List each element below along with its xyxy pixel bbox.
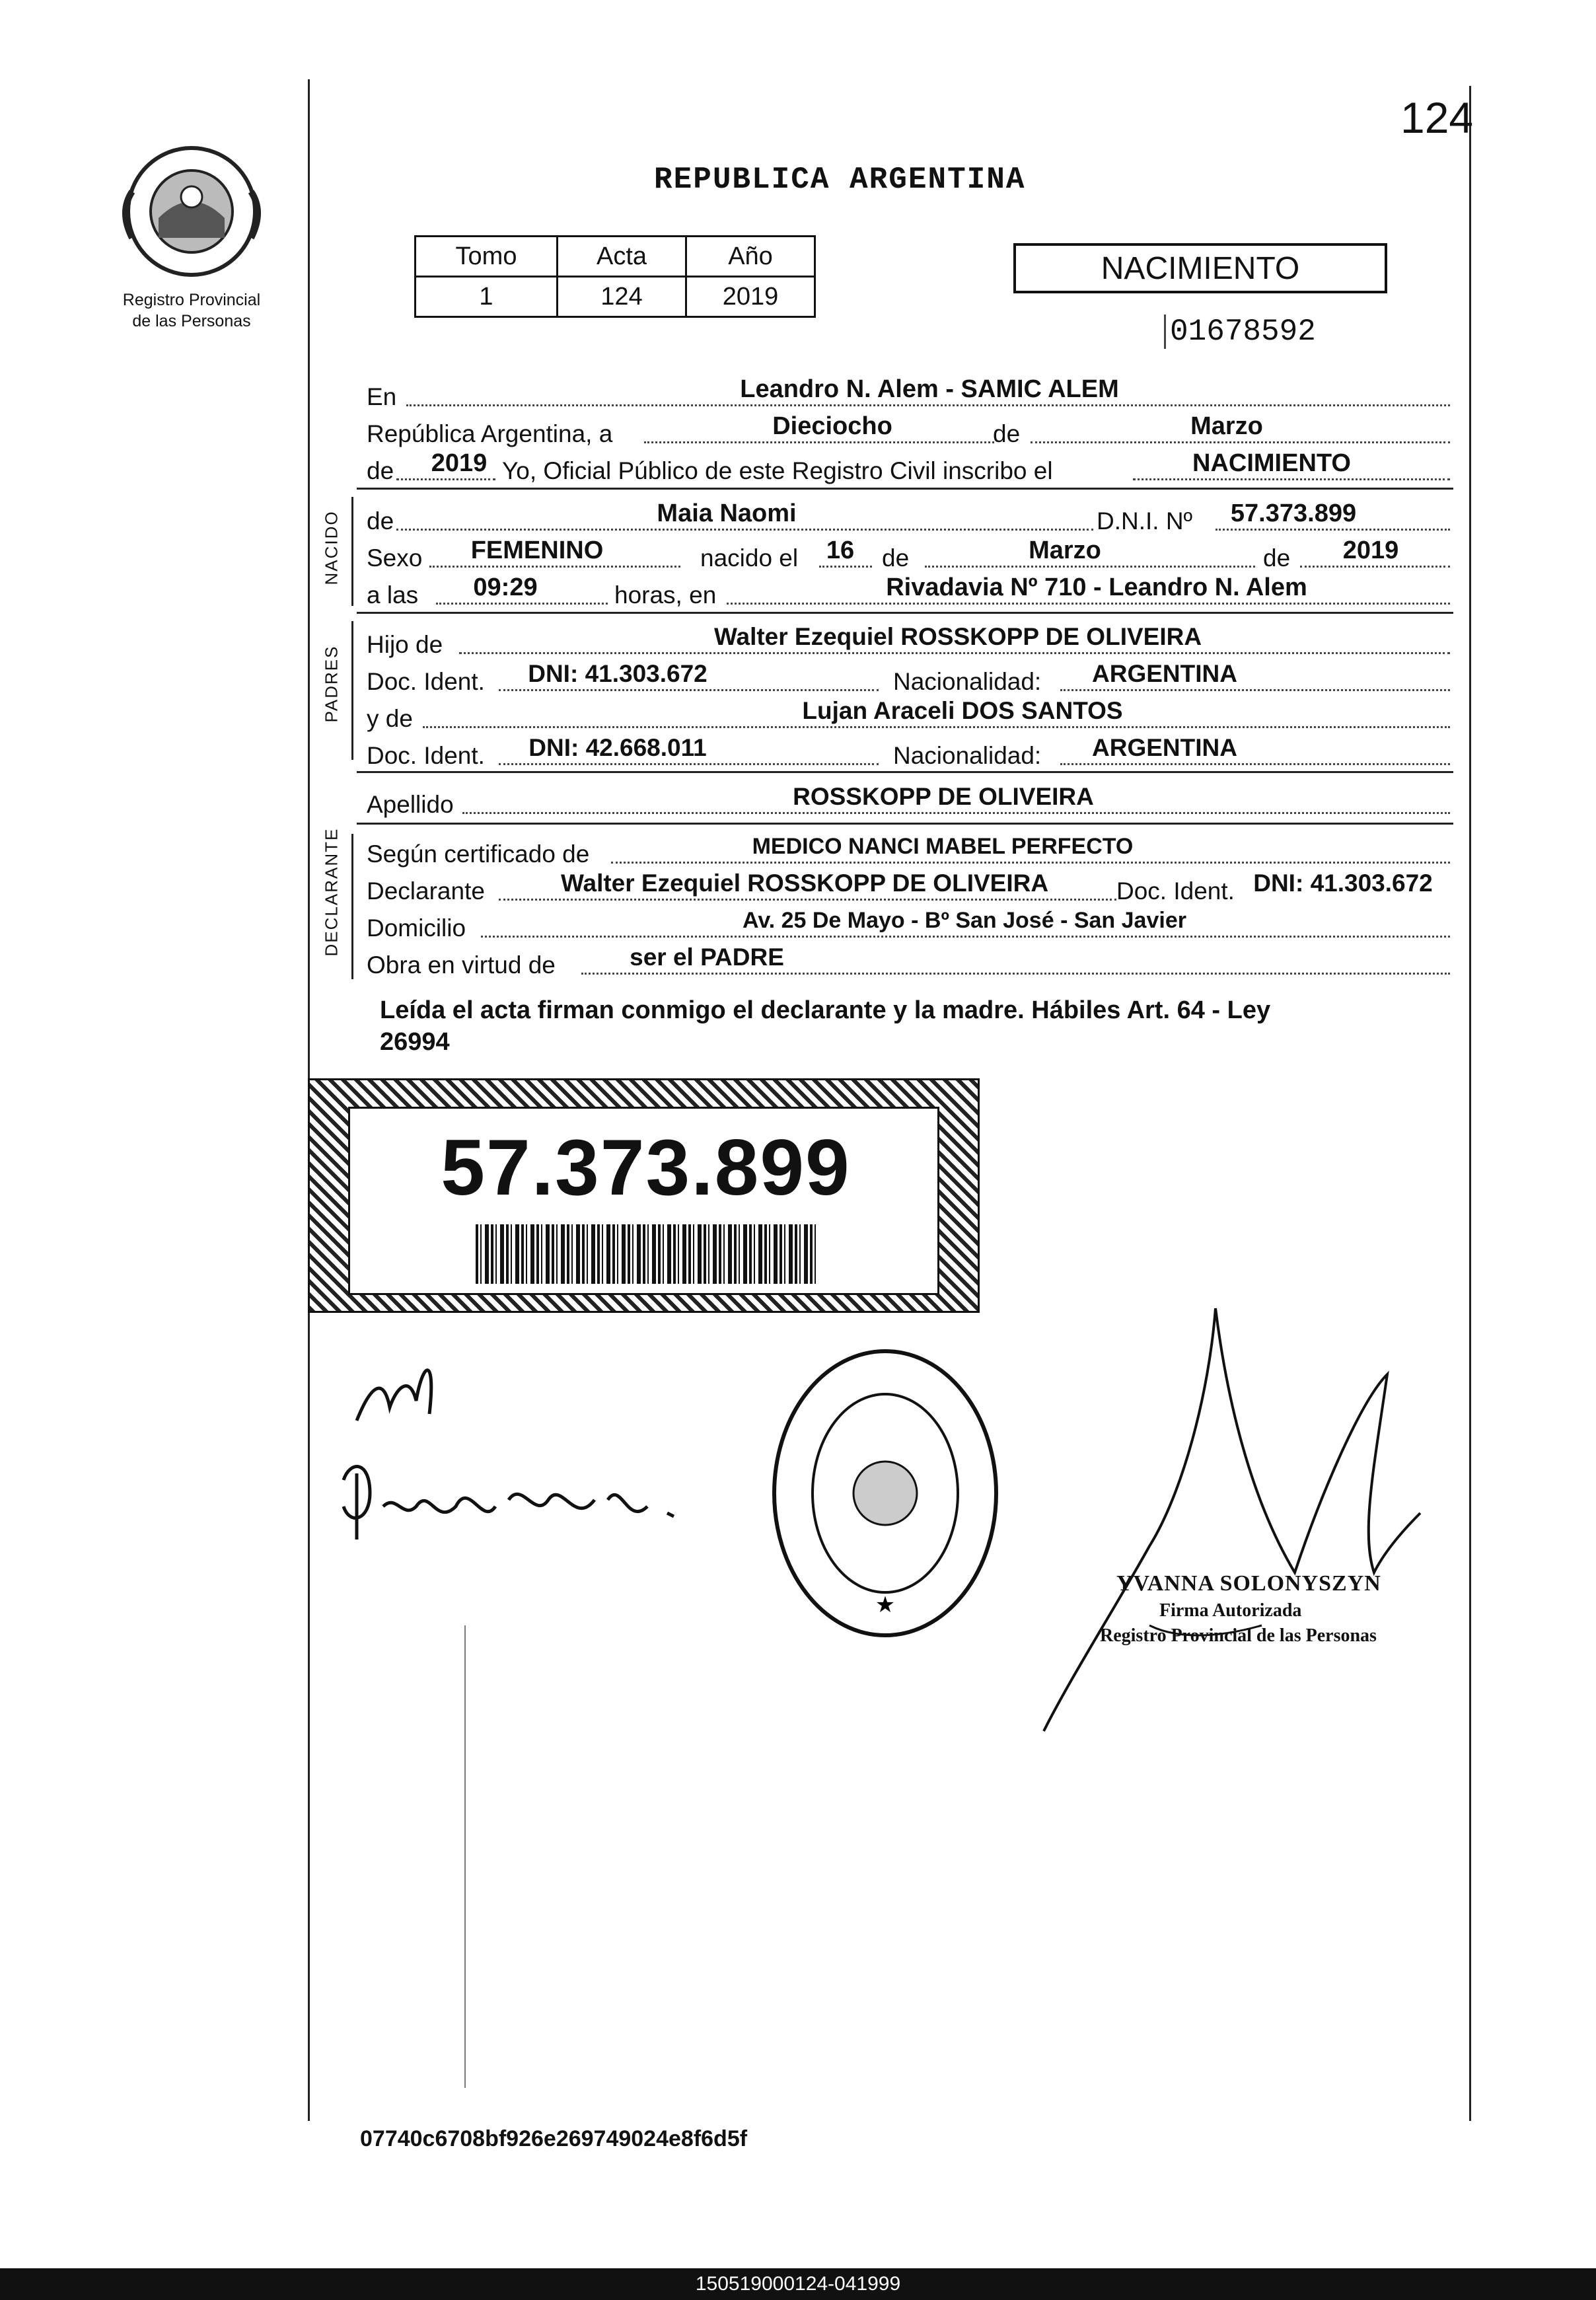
value-anio-nac: 2019 xyxy=(1342,537,1399,564)
official-stamp xyxy=(766,1341,1004,1645)
dni-sticker-number: 57.373.899 xyxy=(441,1123,851,1212)
dots-obra xyxy=(581,973,1450,975)
dots-sexo xyxy=(429,566,680,568)
record-table xyxy=(414,235,816,318)
label-doc1: Doc. Ident. xyxy=(367,668,485,695)
label-de-anio: de xyxy=(367,457,394,484)
dots-nombre xyxy=(396,529,1093,531)
side-label-declarante: DECLARANTE xyxy=(321,827,342,957)
value-nombre: Maia Naomi xyxy=(657,500,797,527)
closing-line-1: Leída el acta firman conmigo el declarante y la madre. Hábiles Art. 64 - Ley xyxy=(380,996,1271,1024)
label-dni: D.N.I. Nº xyxy=(1097,507,1193,535)
provincia-seal-logo xyxy=(119,139,264,284)
label-declarante: Declarante xyxy=(367,877,485,905)
rule-3 xyxy=(357,771,1453,773)
label-de-nombre: de xyxy=(367,507,394,535)
dots-dia xyxy=(644,441,994,443)
value-domicilio: Av. 25 De Mayo - Bº San José - San Javier xyxy=(743,908,1186,933)
label-doc3: Doc. Ident. xyxy=(1116,877,1235,905)
label-horas: horas, en xyxy=(614,581,717,609)
label-nac1: Nacionalidad: xyxy=(893,668,1042,695)
label-hijo-de: Hijo de xyxy=(367,631,443,658)
dots-en xyxy=(406,404,1450,406)
label-obra: Obra en virtud de xyxy=(367,951,556,979)
value-declarante: Walter Ezequiel ROSSKOPP DE OLIVEIRA xyxy=(560,870,1049,897)
value-madre-dni: DNI: 42.668.011 xyxy=(528,734,707,761)
dots-hora xyxy=(436,603,608,605)
dots-dni xyxy=(1215,529,1450,531)
dots-padre-dni xyxy=(499,689,879,691)
label-domicilio: Domicilio xyxy=(367,914,466,942)
dots-dia-nac xyxy=(819,566,872,568)
value-mes: Marzo xyxy=(1190,412,1263,440)
value-hora: 09:29 xyxy=(473,574,538,601)
value-padre: Walter Ezequiel ROSSKOPP DE OLIVEIRA xyxy=(713,623,1202,650)
bracket-padres xyxy=(351,621,353,760)
value-mes-nac: Marzo xyxy=(1029,537,1101,564)
serial-number: 01678592 xyxy=(1164,315,1316,349)
label-apellido: Apellido xyxy=(367,791,454,818)
acta-header: Acta xyxy=(558,237,686,277)
type-box xyxy=(1013,243,1387,293)
value-madre-nac: ARGENTINA xyxy=(1092,734,1237,761)
label-doc2: Doc. Ident. xyxy=(367,742,485,769)
tick-marks xyxy=(464,1625,466,2088)
dni-sticker xyxy=(308,1078,980,1313)
label-republica: República Argentina, a xyxy=(367,420,613,447)
label-de3: de xyxy=(1263,544,1291,572)
dots-padre xyxy=(459,652,1450,654)
dots-mes-nac xyxy=(925,566,1255,568)
dots-declarante xyxy=(499,899,1116,901)
label-oficial: Yo, Oficial Público de este Registro Civil inscribo el xyxy=(502,457,1053,484)
value-certificado: MEDICO NANCI MABEL PERFECTO xyxy=(752,834,1134,859)
dots-tipo xyxy=(1133,478,1450,480)
label-de2: de xyxy=(882,544,910,572)
value-apellido: ROSSKOPP DE OLIVEIRA xyxy=(793,783,1094,810)
registry-line1: Registro Provincial xyxy=(122,291,261,309)
value-madre: Lujan Araceli DOS SANTOS xyxy=(802,697,1123,724)
official-title: Firma Autorizada xyxy=(1159,1600,1302,1621)
dni-sticker-inner xyxy=(348,1107,939,1295)
anio-value: 2019 xyxy=(686,277,815,317)
anio-header: Año xyxy=(686,237,815,277)
official-org: Registro Provincial de las Personas xyxy=(1100,1625,1377,1646)
value-lugar-nac: Rivadavia Nº 710 - Leandro N. Alem xyxy=(886,574,1307,601)
rule-2 xyxy=(357,612,1453,614)
barcode xyxy=(476,1224,819,1284)
dots-domicilio xyxy=(481,936,1450,938)
dots-mes xyxy=(1031,441,1450,443)
label-en: En xyxy=(367,383,397,410)
value-padre-nac: ARGENTINA xyxy=(1092,660,1237,687)
label-de-mes: de xyxy=(993,420,1021,447)
acta-value: 124 xyxy=(558,277,686,317)
type-label: NACIMIENTO xyxy=(1101,251,1300,286)
side-label-nacido: NACIDO xyxy=(321,510,342,585)
closing-line-2: 26994 xyxy=(380,1028,450,1056)
value-tipo: NACIMIENTO xyxy=(1192,449,1351,477)
rule-1 xyxy=(357,488,1453,490)
value-dni: 57.373.899 xyxy=(1230,500,1357,527)
value-declarante-dni: DNI: 41.303.672 xyxy=(1253,870,1433,897)
svg-text:★: ★ xyxy=(875,1592,896,1617)
bracket-declarante xyxy=(351,834,353,979)
value-anio: 2019 xyxy=(431,449,488,477)
document-title: REPUBLICA ARGENTINA xyxy=(654,163,1026,197)
registry-line2: de las Personas xyxy=(132,312,251,330)
dots-madre xyxy=(423,726,1450,728)
value-lugar: Leandro N. Alem - SAMIC ALEM xyxy=(740,375,1119,403)
dots-apellido xyxy=(462,812,1450,814)
right-margin-line xyxy=(1469,86,1471,2121)
dots-padre-nac xyxy=(1060,689,1450,691)
bracket-nacido xyxy=(351,497,353,606)
label-y-de: y de xyxy=(367,705,413,732)
rule-4 xyxy=(357,823,1453,825)
dots-certificado xyxy=(611,862,1450,864)
label-segun: Según certificado de xyxy=(367,840,590,868)
label-nac2: Nacionalidad: xyxy=(893,742,1042,769)
label-a-las: a las xyxy=(367,581,419,609)
footer-bar xyxy=(0,2268,1596,2300)
official-signature-scribble xyxy=(1017,1295,1440,1771)
value-obra: ser el PADRE xyxy=(630,944,784,971)
label-sexo: Sexo xyxy=(367,544,423,572)
dots-anio xyxy=(396,478,495,480)
official-name: YVANNA SOLONYSZYN xyxy=(1116,1571,1381,1596)
side-label-padres: PADRES xyxy=(321,645,342,723)
declarant-signature xyxy=(330,1348,700,1559)
page-number: 124 xyxy=(1400,93,1474,142)
value-dia-letras: Dieciocho xyxy=(772,412,892,440)
tomo-header: Tomo xyxy=(416,237,558,277)
dots-lugar-nac xyxy=(727,603,1450,605)
tomo-value: 1 xyxy=(416,277,558,317)
label-nacido: nacido el xyxy=(700,544,799,572)
value-padre-dni: DNI: 41.303.672 xyxy=(528,660,707,687)
dots-anio-nac xyxy=(1300,566,1450,568)
footer-code: 150519000124-041999 xyxy=(695,2273,901,2295)
dots-madre-nac xyxy=(1060,763,1450,765)
document-hash: 07740c6708bf926e269749024e8f6d5f xyxy=(360,2126,748,2151)
value-sexo: FEMENINO xyxy=(470,537,604,564)
dots-madre-dni xyxy=(499,763,879,765)
value-dia: 16 xyxy=(826,537,855,564)
